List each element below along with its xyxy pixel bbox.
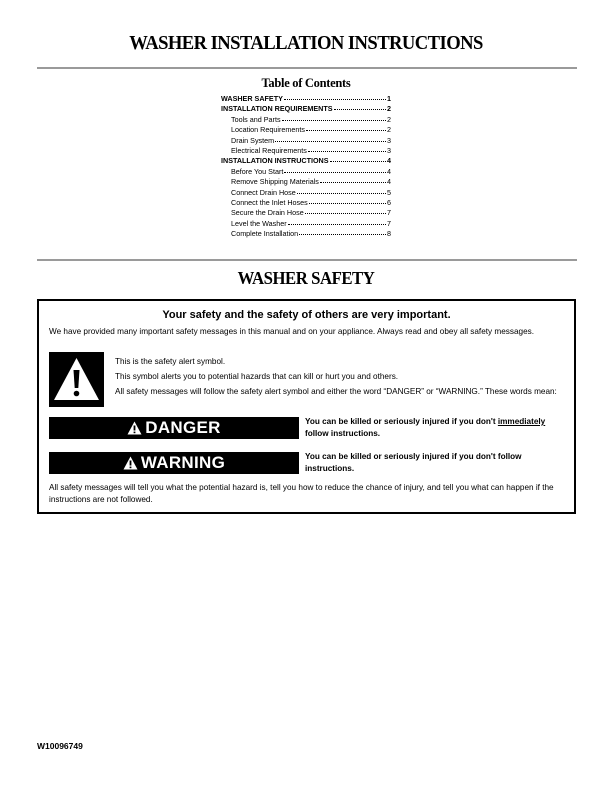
section-title: WASHER SAFETY	[237, 268, 375, 288]
toc-entry	[221, 104, 391, 114]
warning-banner	[49, 452, 299, 474]
toc-entry	[221, 125, 391, 135]
toc-entry-label: Drain System	[231, 135, 275, 145]
warning-text: You can be killed or seriously injured if you don't follow instructions.	[305, 452, 522, 473]
toc-leader-dots	[284, 172, 386, 173]
toc-entry	[221, 219, 391, 229]
toc-entry-page: 4	[387, 166, 391, 176]
toc-entry-page: 3	[387, 146, 391, 156]
toc-leader-dots	[299, 234, 386, 235]
toc-leader-dots	[275, 141, 386, 142]
toc-entry-label: Secure the Drain Hose	[231, 208, 304, 218]
toc-entry	[221, 167, 391, 177]
danger-text-part: follow instructions.	[305, 428, 381, 438]
toc-entry-label: Complete Installation	[231, 229, 299, 239]
middle-divider	[37, 259, 577, 261]
toc-entry	[221, 229, 391, 239]
toc-entry	[221, 146, 391, 156]
safety-alert-icon	[49, 352, 104, 407]
toc-entry	[221, 198, 391, 208]
toc-entry-page: 2	[387, 104, 391, 114]
toc-leader-dots	[297, 193, 386, 194]
toc-entry	[221, 177, 391, 187]
toc-entry-page: 2	[387, 125, 391, 135]
toc-entry-label: Connect Drain Hose	[231, 187, 296, 197]
toc-entry-page: 4	[387, 177, 391, 187]
symbol-line: This symbol alerts you to potential hazards that can kill or hurt you and others.	[115, 372, 399, 381]
toc-leader-dots	[334, 109, 386, 110]
toc-entry-label: INSTALLATION INSTRUCTIONS	[221, 156, 329, 166]
toc-entry	[221, 94, 391, 104]
toc-entry-page: 3	[387, 135, 391, 145]
toc-leader-dots	[305, 213, 386, 214]
toc-entry	[221, 156, 391, 166]
toc-entry-label: Location Requirements	[231, 125, 305, 135]
toc-entry	[221, 136, 391, 146]
toc-title: Table of Contents	[261, 76, 351, 90]
symbol-explanation	[115, 356, 565, 401]
symbol-line: This is the safety alert symbol.	[115, 357, 226, 366]
toc-entry-label: Connect the Inlet Hoses	[231, 198, 308, 208]
danger-emphasis: immediately	[497, 417, 546, 426]
toc-leader-dots	[288, 224, 386, 225]
danger-text	[305, 416, 570, 439]
toc-entry-page: 6	[387, 198, 391, 208]
toc-entry-page: 2	[387, 114, 391, 124]
toc-entry	[221, 188, 391, 198]
toc-entry-page: 5	[387, 187, 391, 197]
toc-entry-page: 7	[387, 218, 391, 228]
toc-entry-page: 7	[387, 208, 391, 218]
safety-heading: Your safety and the safety of others are very important.	[162, 309, 451, 321]
danger-alert-icon	[127, 421, 142, 435]
document-title: WASHER INSTALLATION INSTRUCTIONS	[129, 32, 483, 54]
danger-label: DANGER	[145, 418, 221, 437]
toc-entry-page: 4	[387, 156, 391, 166]
toc-leader-dots	[309, 203, 386, 204]
warning-label: WARNING	[140, 453, 226, 472]
toc-entry-page: 8	[387, 229, 391, 239]
danger-text-part: You can be killed or seriously injured if you don't	[305, 417, 498, 426]
toc-leader-dots	[282, 120, 386, 121]
warning-alert-icon	[123, 456, 138, 470]
toc-entry-label: Before You Start	[231, 166, 284, 176]
toc-entry-label: Electrical Requirements	[231, 146, 307, 156]
top-divider	[37, 67, 577, 69]
safety-outro: All safety messages will tell you what the potential hazard is, tell you how to reduce the chance of injury, and tell you what can happen if the instructions are not followed.	[49, 483, 554, 504]
table-of-contents	[221, 94, 391, 240]
toc-leader-dots	[330, 161, 386, 162]
document-number: W10096749	[37, 741, 83, 751]
toc-entry-label: INSTALLATION REQUIREMENTS	[221, 104, 333, 114]
safety-box	[37, 299, 576, 514]
safety-intro: We have provided many important safety messages in this manual and on your appliance. Always read and obey all safety messages.	[49, 327, 534, 336]
danger-banner	[49, 417, 299, 439]
toc-leader-dots	[308, 151, 386, 152]
toc-leader-dots	[320, 182, 386, 183]
toc-entry-label: Remove Shipping Materials	[231, 177, 319, 187]
toc-entry-label: Tools and Parts	[231, 114, 281, 124]
toc-entry	[221, 208, 391, 218]
toc-entry	[221, 115, 391, 125]
toc-leader-dots	[306, 130, 386, 131]
toc-entry-label: WASHER SAFETY	[221, 94, 283, 103]
toc-leader-dots	[284, 99, 386, 100]
toc-entry-page: 1	[387, 94, 391, 103]
symbol-line: All safety messages will follow the safety alert symbol and either the word “DANGER” or “WARNING.” These words mean:	[115, 387, 557, 396]
toc-entry-label: Level the Washer	[231, 218, 287, 228]
